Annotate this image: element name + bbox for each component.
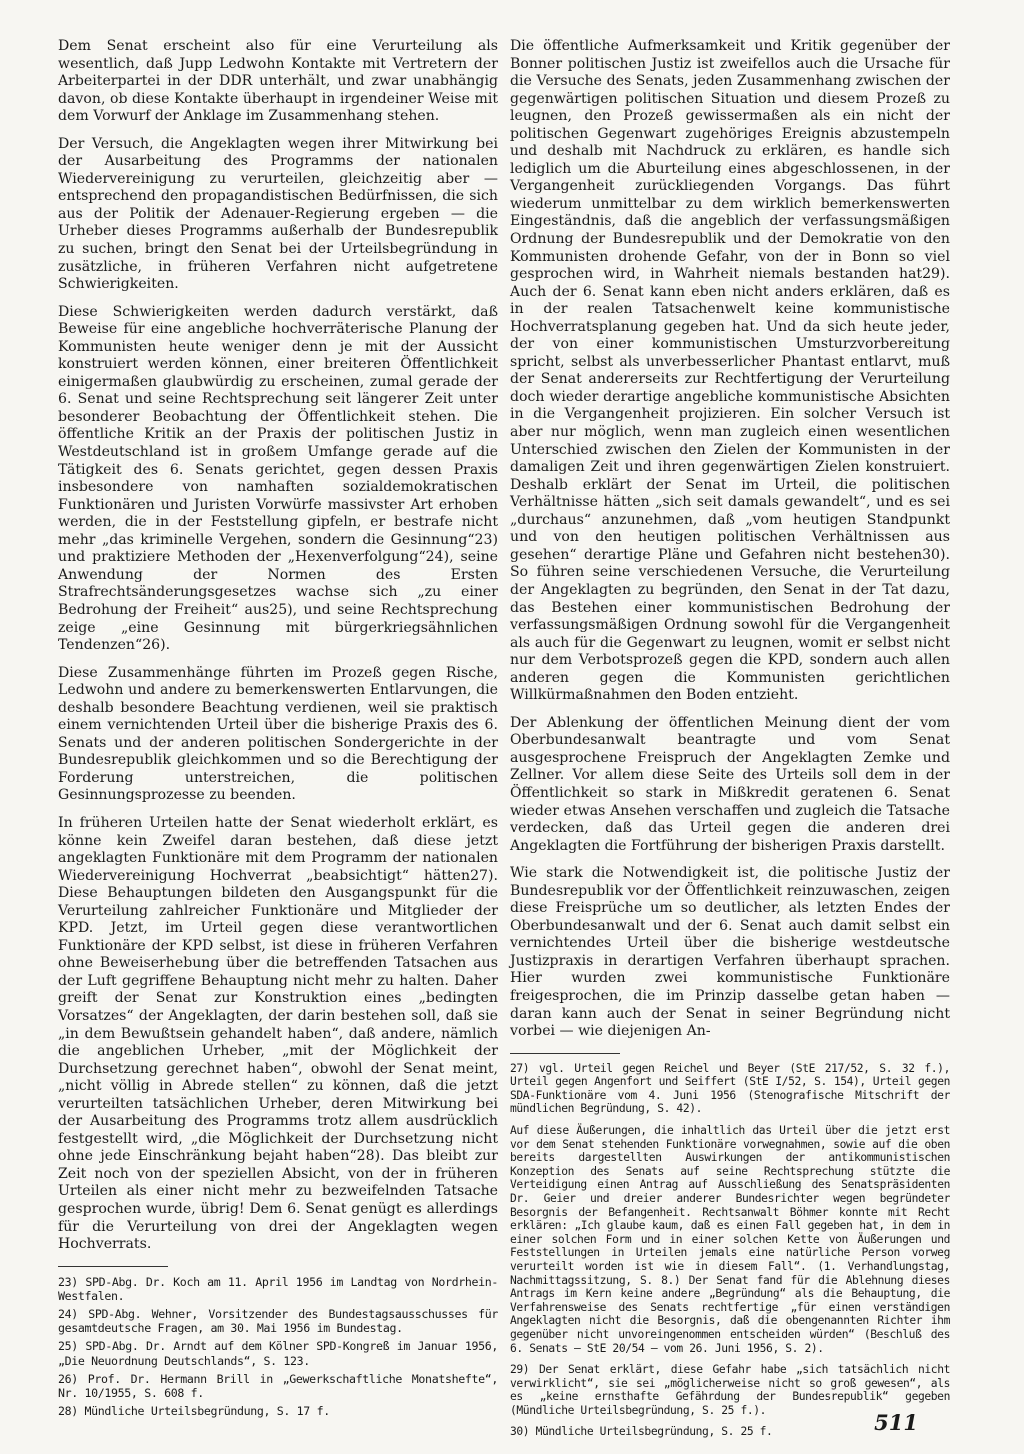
footnote: 27) vgl. Urteil gegen Reichel und Beyer (StE 217/52, S. 32 f.), Urteil gegen Angenfort und Seiffert (StE I/52, S. 154), Urteil gegen SDA-Funktionäre vom 4. Juni 1956 (Stenografische Mitschrift der mündlichen Begründung, S. 42).	[510, 1061, 950, 1116]
footnote: 23) SPD-Abg. Dr. Koch am 11. April 1956 im Landtag von Nordrhein-Westfalen.	[58, 1274, 498, 1303]
footnote: Auf diese Äußerungen, die inhaltlich das Urteil über die jetzt erst vor dem Senat stehenden Funktionäre vorwegnahmen, sowie auf die oben bereits dargestellten Auswirkungen der antikommunistischen Konzeption des Senats auf seine Rechtsprechung stützte die Verteidigung einen Antrag auf Ausschließung des Senatspräsidenten Dr. Geier und dreier anderer Bundesrichter wegen begründeter Besorgnis der Befangenheit. Rechtsanwalt Böhmer konnte mit Recht erklären: „Ich glaube kaum, daß es einen Fall gegeben hat, in dem in einer solchen Form und in einer solchen Kette von Äußerungen und Feststellungen in Urteilen jemals eine natürliche Person vorweg verurteilt worden ist wie in diesem Fall“. (1. Verhandlungstag, Nachmittagssitzung, S. 8.) Der Senat fand für die Ablehnung dieses Antrags im Kern keine andere „Begründung“ als die Behauptung, die Verfahrensweise des Senats rechtfertige „für einen verständigen Angeklagten nicht die Besorgnis, daß die obengenannten Richter ihm gegenüber nicht unvoreingenommen entscheiden würden“ (Beschluß des 6. Senats — StE 20/54 — vom 26. Juni 1956, S. 2).	[510, 1124, 950, 1355]
footnote: 26) Prof. Dr. Hermann Brill in „Gewerkschaftliche Monatshefte“, Nr. 10/1955, S. 608 f.	[58, 1371, 498, 1401]
body-paragraph: Der Ablenkung der öffentlichen Meinung dient der vom Oberbundesanwalt beantragte und vom Senat ausgesprochene Freispruch der Angeklagten Zemke und Zellner. Vor allem diese Seite des Urteils soll dem in der Öffentlichkeit so stark in Mißkredit geratenen 6. Senat wieder etwas Ansehen verschaffen und zugleich die Tatsache verdecken, daß das Urteil gegen die anderen drei Angeklagten die Fortführung der bisherigen Praxis darstellt.	[510, 714, 950, 854]
footnote: 25) SPD-Abg. Dr. Arndt auf dem Kölner SPD-Kongreß im Januar 1956, „Die Neuordnung Deutschlands“, S. 123.	[58, 1339, 498, 1368]
body-paragraph: In früheren Urteilen hatte der Senat wiederholt erklärt, es könne kein Zweifel daran bestehen, daß diese jetzt angeklagten Funktionäre mit dem Programm der nationalen Wiedervereinigung Hochverrat „beabsichtigt“ hätten27). Diese Behauptungen bildeten den Ausgangspunkt für die Verurteilung zahlreicher Funktionäre und Mitglieder der KPD. Jetzt, im Urteil gegen diese verantwortlichen Funktionäre der KPD selbst, ist diese in früheren Verfahren ohne Beweiserhebung über die betreffenden Tatsachen aus der Luft gegriffene Behauptung nicht mehr zu halten. Daher greift der Senat zur Konstruktion eines „bedingten Vorsatzes“ der Angeklagten, der darin bestehen soll, daß sie „in dem Bewußtsein gehandelt haben“, daß andere, nämlich die angeblichen Urheber, „mit der Möglichkeit der Durchsetzung gerechnet haben“, obwohl der Senat meint, „nicht völlig in Abrede stellen“ zu können, daß die jetzt verurteilten tatsächlichen Urheber, deren Mitwirkung bei der Ausarbeitung des Programms trotz allem ausdrücklich festgestellt wird, „die Möglichkeit der Durchsetzung nicht ohne jede Einschränkung bejaht haben“28). Das bleibt zur Zeit noch von der speziellen Absicht, von der in früheren Urteilen als einer nicht mehr zu bezweifelnden Tatsache gesprochen wurde, übrig! Dem 6. Senat genügt es allerdings für die Verurteilung von drei der Angeklagten wegen Hochverrats.	[58, 814, 498, 1253]
body-paragraph: Wie stark die Notwendigkeit ist, die politische Justiz der Bundesrepublik vor der Öffentlichkeit reinzuwaschen, zeigen diese Freisprüche um so deutlicher, als letzten Endes der Oberbundesanwalt und der 6. Senat auch damit selbst ein vernichtendes Urteil über die bisherige westdeutsche Justizpraxis in derartigen Verfahren überhaupt sprachen. Hier wurden zwei kommunistische Funktionäre freigesprochen, die im Prinzip dasselbe getan haben — daran kann auch der Senat in seiner Begründung nicht vorbei — wie diejenigen An-	[510, 865, 950, 1040]
right-column	[510, 38, 950, 1447]
footnote: 29) Der Senat erklärt, diese Gefahr habe „sich tatsächlich nicht verwirklicht“, sie sei „möglicherweise nicht so groß gewesen“, als es „keine ernsthafte Gefährdung der Bundesrepublik“ gegeben (Mündliche Urteilsbegründung, S. 25 f.).	[510, 1363, 950, 1417]
body-paragraph: Diese Schwierigkeiten werden dadurch verstärkt, daß Beweise für eine angebliche hochverräterische Planung der Kommunisten heute weniger denn je mit der Aussicht konstruiert werden können, einer breiteren Öffentlichkeit einigermaßen glaubwürdig zu erscheinen, zumal gerade der 6. Senat und seine Rechtsprechung seit längerer Zeit unter besonderer Beobachtung der Öffentlichkeit stehen. Die öffentliche Kritik an der Praxis der politischen Justiz in Westdeutschland ist in großem Umfange gerade auf die Tätigkeit des 6. Senats gerichtet, gegen dessen Praxis insbesondere von namhaften sozialdemokratischen Funktionären und Juristen Vorwürfe massivster Art erhoben werden, die in der Feststellung gipfeln, er bestrafe nicht mehr „das kriminelle Vergehen, sondern die Gesinnung“23) und praktiziere Methoden der „Hexenverfolgung“24), seine Anwendung der Normen des Ersten Strafrechtsänderungsgesetzes wachse sich „zu einer Bedrohung der Freiheit“ aus25), und seine Rechtsprechung zeige „eine Gesinnung mit bürgerkriegsähnlichen Tendenzen“26).	[58, 303, 498, 654]
footnote: 28) Mündliche Urteilsbegründung, S. 17 f.	[58, 1404, 330, 1419]
footnote-divider	[58, 1266, 168, 1267]
body-paragraph: Die öffentliche Aufmerksamkeit und Kritik gegenüber der Bonner politischen Justiz ist zweifellos auch die Ursache für die Versuche des Senats, jeden Zusammenhang zwischen der gegenwärtigen politischen Situation und diesem Prozeß zu leugnen, den Prozeß gewissermaßen als ein nicht der politischen Gegenwart zugehöriges Ereignis abzustempeln und deshalb mit Nachdruck zu erklären, es handle sich lediglich um die Aburteilung eines abgeschlossenen, in der Vergangenheit zurückliegenden Vorgangs. Das führt wiederum unmittelbar zu dem wirklich bemerkenswerten Eingeständnis, daß die angeblich der verfassungsmäßigen Ordnung der Bundesrepublik und der Demokratie von den Kommunisten drohende Gefahr, von der in Bonn so viel gesprochen wird, in Wahrheit niemals bestanden hat29). Auch der 6. Senat kann eben nicht anders erklären, daß es in der realen Tatsachenwelt keine kommunistische Hochverratsplanung gegeben hat. Und da sich heute jeder, der von einer kommunistischen Umsturzvorbereitung spricht, selbst als unverbesserlicher Phantast entlarvt, muß der Senat andererseits zur Rechtfertigung der Verurteilung doch wieder derartige angebliche kommunistische Absichten in die Vergangenheit projizieren. Ein solcher Versuch ist aber nur möglich, wenn man zugleich einen wesentlichen Unterschied zwischen den Zielen der Kommunisten in der damaligen Zeit und ihren gegenwärtigen Zielen konstruiert. Deshalb erklärt der Senat im Urteil, die politischen Verhältnisse hätten „sich seit damals gewandelt“, und es sei „durchaus“ anzunehmen, daß „vom heutigen Standpunkt und von den heutigen politischen Verhältnissen aus gesehen“ derartige Pläne und Gefahren nicht bestehen30). So führen seine verschiedenen Versuche, die Verurteilung der Angeklagten zu begründen, den Senat in der Tat dazu, das Bestehen einer kommunistischen Bedrohung der verfassungsmäßigen Ordnung sowohl für die Vergangenheit als auch für die Gegenwart zu leugnen, womit er selbst nicht nur dem Verbotsprozeß gegen die KPD, sondern auch allen anderen gegen die Kommunisten gerichtlichen Willkürmaßnahmen den Boden entzieht.	[510, 38, 950, 704]
body-paragraph: Diese Zusammenhänge führten im Prozeß gegen Rische, Ledwohn und andere zu bemerkenswerten Entlarvungen, die deshalb besondere Beachtung verdienen, weil sie praktisch einem vernichtenden Urteil über die bisherige Praxis des 6. Senats und der anderen politischen Sondergerichte in der Bundesrepublik gleichkommen und so die Berechtigung der Forderung unterstreichen, die politischen Gesinnungsprozesse zu beenden.	[58, 664, 498, 804]
footnote: 30) Mündliche Urteilsbegründung, S. 25 f.	[510, 1425, 773, 1439]
body-paragraph: Dem Senat erscheint also für eine Verurteilung als wesentlich, daß Jupp Ledwohn Kontakte mit Vertretern der Arbeiterpartei in der DDR unterhält, und zwar unabhängig davon, ob diese Kontakte überhaupt in irgendeiner Weise mit dem Vorwurf der Anklage im Zusammenhang stehen.	[58, 38, 498, 125]
page-number: 511	[874, 1410, 918, 1435]
footnote: 24) SPD-Abg. Wehner, Vorsitzender des Bundestagsausschusses für gesamtdeutsche Fragen, am 30. Mai 1956 im Bundestag.	[58, 1307, 498, 1336]
body-paragraph: Der Versuch, die Angeklagten wegen ihrer Mitwirkung bei der Ausarbeitung des Programms der nationalen Wiedervereinigung zu verurteilen, gleichzeitig aber — entsprechend den propagandistischen Bedürfnissen, die sich aus der Politik der Adenauer-Regierung ergeben — die Urheber dieses Programms außerhalb der Bundesrepublik zu suchen, bringt den Senat bei der Urteilsbegründung in zusätzliche, in früheren Verfahren nicht aufgetretene Schwierigkeiten.	[58, 135, 498, 293]
left-column	[58, 38, 498, 1422]
footnote-divider	[510, 1053, 620, 1054]
